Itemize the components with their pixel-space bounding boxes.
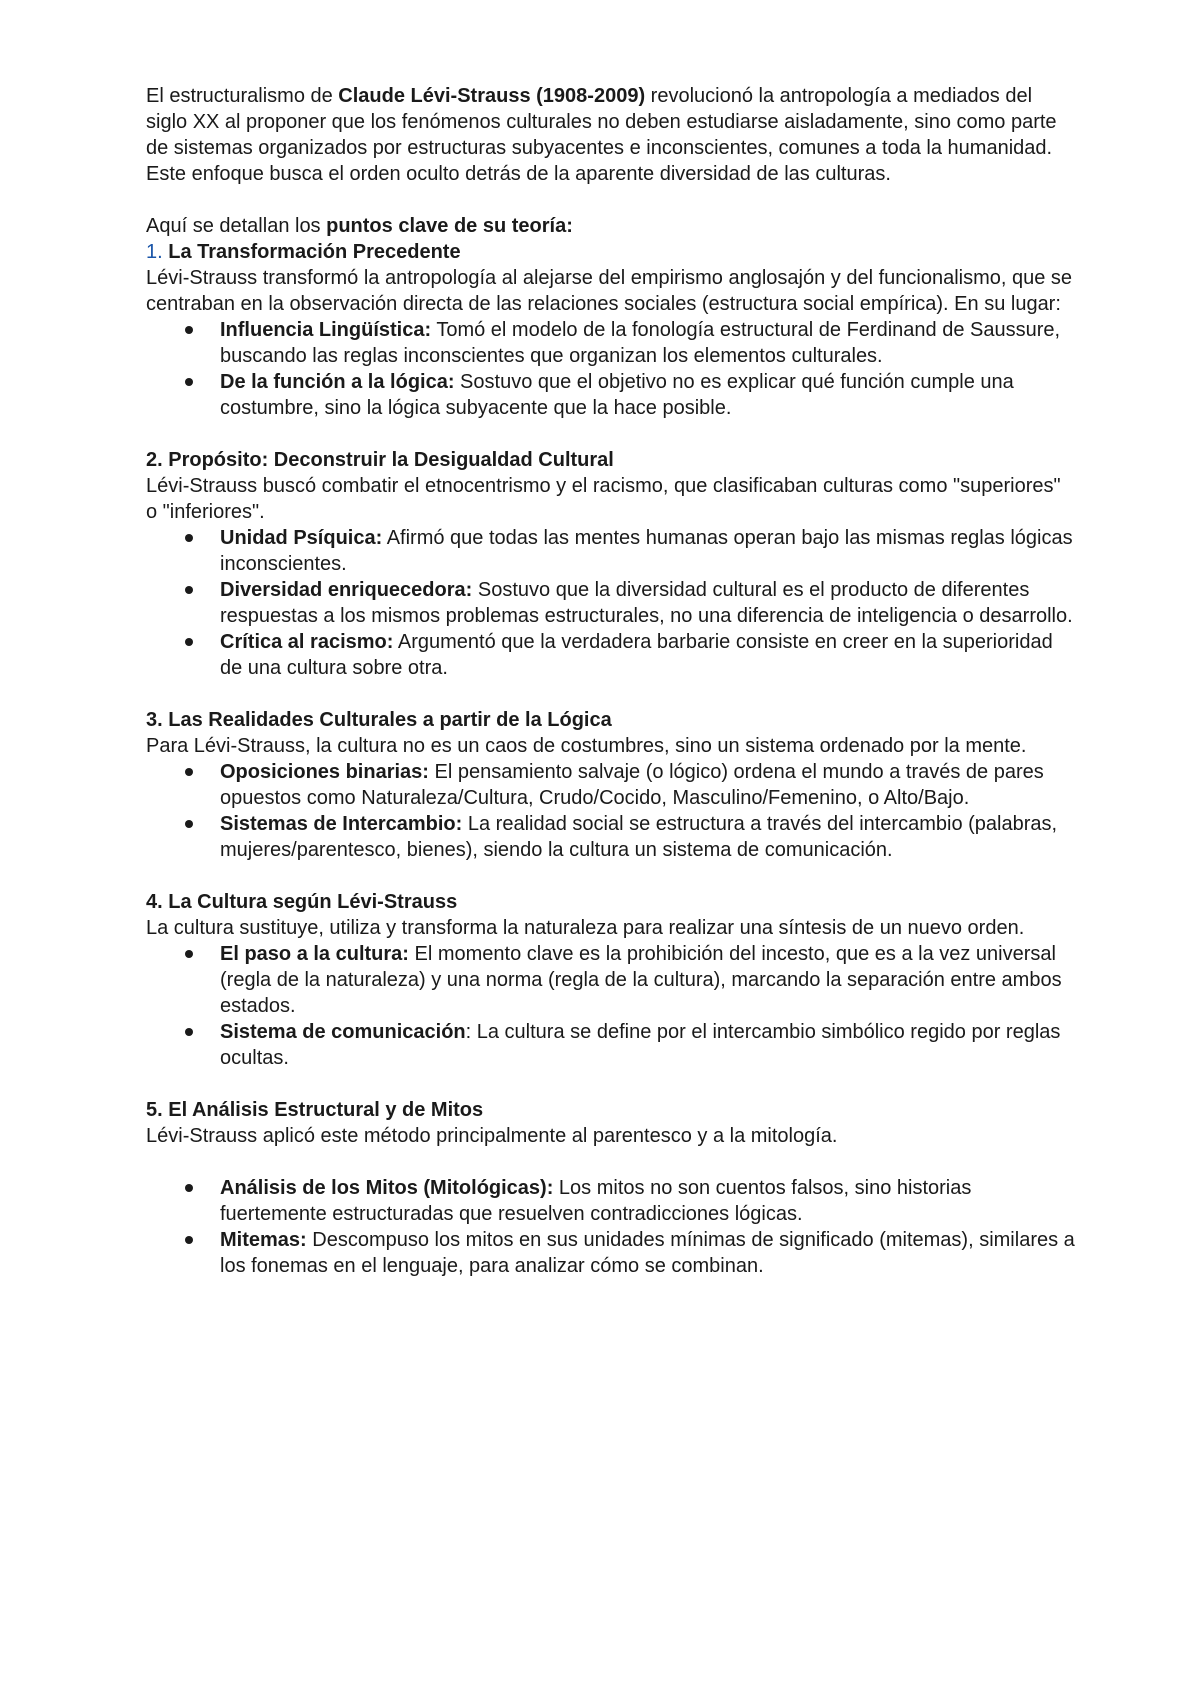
bullet-icon	[185, 1028, 193, 1036]
bullet-icon	[185, 534, 193, 542]
list-item: Sistemas de Intercambio: La realidad social se estructura a través del intercambio (palabras, mujeres/parentesco, bienes), siendo la cultura un sistema de comunicación.	[146, 811, 1076, 863]
section-2-list	[146, 525, 1076, 681]
list-item: Oposiciones binarias: El pensamiento salvaje (o lógico) ordena el mundo a través de pares opuestos como Naturaleza/Cultura, Crudo/Cocido, Masculino/Femenino, o Alto/Bajo.	[146, 759, 1076, 811]
intro-paragraph: El estructuralismo de Claude Lévi-Strauss (1908-2009) revolucionó la antropología a mediados del siglo XX al proponer que los fenómenos culturales no deben estudiarse aisladamente, sino como parte de sistemas organizados por estructuras subyacentes e inconscientes, comunes a toda la humanidad. Este enfoque busca el orden oculto detrás de la aparente diversidad de las culturas.	[146, 85, 1057, 185]
section-2-body: Lévi-Strauss buscó combatir el etnocentrismo y el racismo, que clasificaban culturas como "superiores" o "inferiores".	[146, 475, 1061, 523]
list-item: Influencia Lingüística: Tomó el modelo de la fonología estructural de Ferdinand de Saussure, buscando las reglas inconscientes que organizan los elementos culturales.	[146, 317, 1076, 369]
section-2-heading: 2. Propósito: Deconstruir la Desigualdad Cultural	[146, 449, 614, 471]
bullet-icon	[185, 326, 193, 334]
intro-lead: Aquí se detallan los puntos clave de su teoría:	[146, 215, 573, 237]
section-4-list	[146, 941, 1076, 1071]
spacer	[146, 187, 1076, 213]
list-item: Mitemas: Descompuso los mitos en sus unidades mínimas de significado (mitemas), similares a los fonemas en el lenguaje, para analizar cómo se combinan.	[146, 1227, 1076, 1279]
bullet-icon	[185, 638, 193, 646]
spacer	[146, 681, 1076, 707]
list-item: Crítica al racismo: Argumentó que la verdadera barbarie consiste en creer en la superioridad de una cultura sobre otra.	[146, 629, 1076, 681]
spacer	[146, 421, 1076, 447]
bullet-icon	[185, 378, 193, 386]
section-3-body: Para Lévi-Strauss, la cultura no es un caos de costumbres, sino un sistema ordenado por la mente.	[146, 735, 1027, 757]
section-1-list	[146, 317, 1076, 421]
section-4-heading: 4. La Cultura según Lévi-Strauss	[146, 891, 458, 913]
section-5-heading: 5. El Análisis Estructural y de Mitos	[146, 1099, 484, 1121]
spacer	[146, 1071, 1076, 1097]
section-4-body: La cultura sustituye, utiliza y transforma la naturaleza para realizar una síntesis de un nuevo orden.	[146, 917, 1025, 939]
bullet-icon	[185, 1236, 193, 1244]
section-1-heading: 1. La Transformación Precedente	[146, 241, 461, 263]
list-item: Unidad Psíquica: Afirmó que todas las mentes humanas operan bajo las mismas reglas lógicas inconscientes.	[146, 525, 1076, 577]
bullet-icon	[185, 1184, 193, 1192]
list-item: Análisis de los Mitos (Mitológicas): Los mitos no son cuentos falsos, sino historias fuertemente estructuradas que resuelven contradicciones lógicas.	[146, 1175, 1076, 1227]
list-item: Sistema de comunicación: La cultura se define por el intercambio simbólico regido por reglas ocultas.	[146, 1019, 1076, 1071]
bullet-icon	[185, 586, 193, 594]
spacer	[146, 863, 1076, 889]
list-item: Diversidad enriquecedora: Sostuvo que la diversidad cultural es el producto de diferentes respuestas a los mismos problemas estructurales, no una diferencia de inteligencia o desarrollo.	[146, 577, 1076, 629]
bullet-icon	[185, 950, 193, 958]
section-3-heading: 3. Las Realidades Culturales a partir de la Lógica	[146, 709, 612, 731]
section-5-list	[146, 1175, 1076, 1279]
spacer	[146, 1149, 1076, 1175]
bullet-icon	[185, 768, 193, 776]
section-5-body: Lévi-Strauss aplicó este método principalmente al parentesco y a la mitología.	[146, 1125, 838, 1147]
list-item: De la función a la lógica: Sostuvo que el objetivo no es explicar qué función cumple una costumbre, sino la lógica subyacente que la hace posible.	[146, 369, 1076, 421]
bullet-icon	[185, 820, 193, 828]
list-item: El paso a la cultura: El momento clave es la prohibición del incesto, que es a la vez universal (regla de la naturaleza) y una norma (regla de la cultura), marcando la separación entre ambos estados.	[146, 941, 1076, 1019]
section-1-body: Lévi-Strauss transformó la antropología al alejarse del empirismo anglosajón y del funcionalismo, que se centraban en la observación directa de las relaciones sociales (estructura social empírica). En su lugar:	[146, 267, 1073, 315]
section-3-list	[146, 759, 1076, 863]
document-page	[146, 83, 1076, 1279]
